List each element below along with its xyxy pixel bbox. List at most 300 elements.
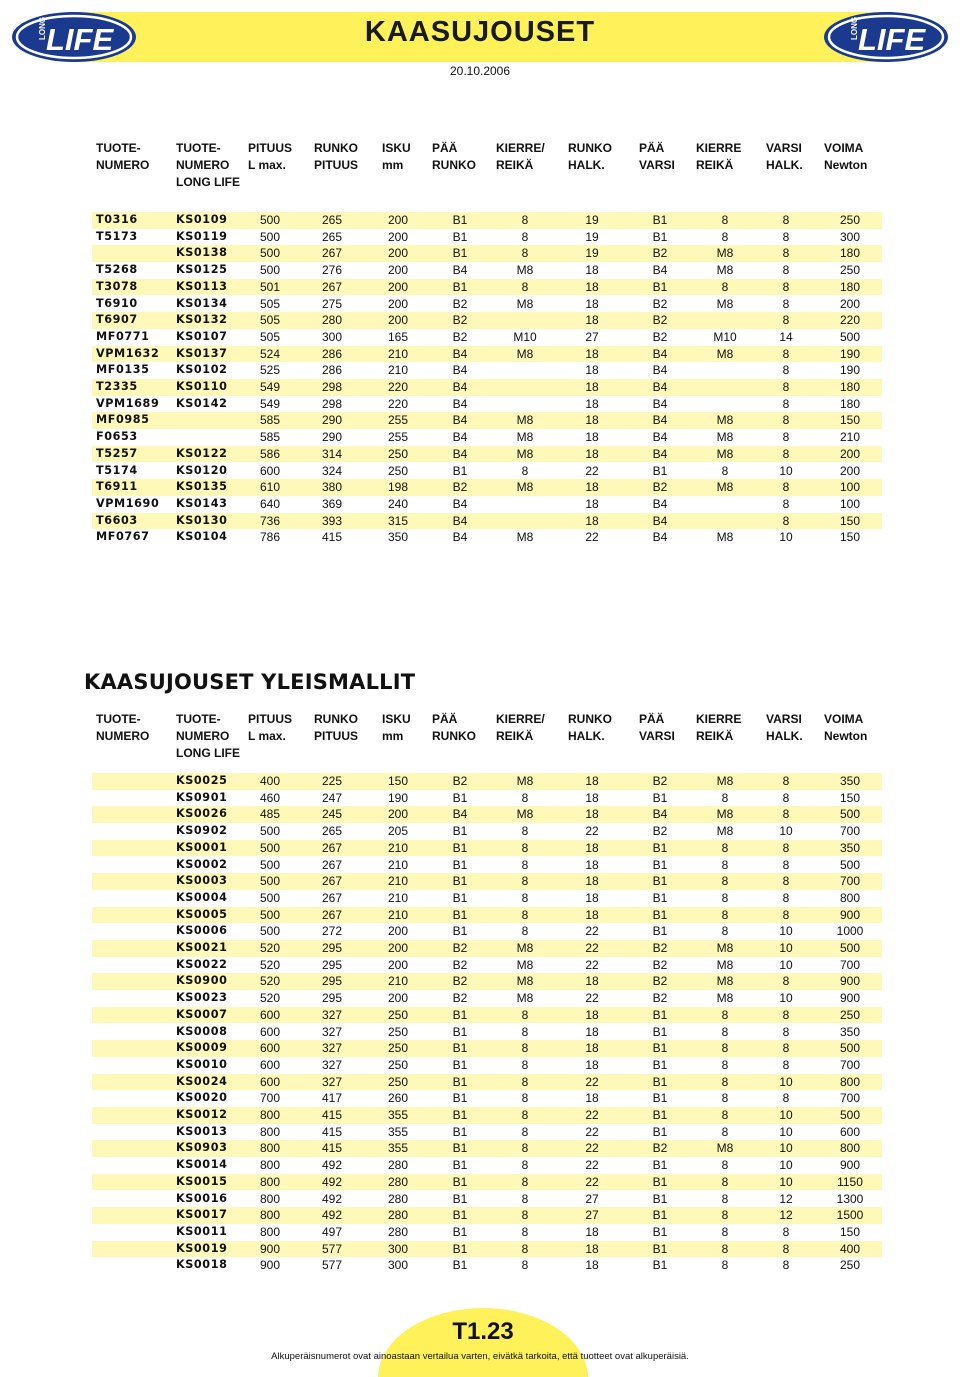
table-cell: 8 — [521, 857, 529, 872]
table-cell: 22 — [585, 530, 599, 545]
table-row — [92, 857, 882, 874]
table-row — [92, 429, 882, 446]
table-cell: 549 — [259, 396, 281, 411]
table-cell: 800 — [259, 1208, 281, 1223]
table-cell: 350 — [387, 530, 409, 545]
gas-spring-table — [92, 140, 882, 550]
table-cell: 8 — [521, 1241, 529, 1256]
table-row — [92, 1090, 882, 1107]
table-cell: 210 — [387, 890, 409, 905]
column-header-5-line1: ISKU — [382, 141, 411, 155]
table-row — [92, 1107, 882, 1124]
table-cell: B2 — [652, 957, 668, 972]
table-cell: B1 — [452, 907, 468, 922]
table-cell: 786 — [259, 530, 281, 545]
table-cell: B1 — [452, 246, 468, 261]
table-cell: M8 — [516, 941, 534, 955]
table-cell: B2 — [652, 313, 668, 328]
table-cell: M8 — [716, 941, 734, 955]
table-cell: 8 — [521, 463, 529, 478]
table-row — [92, 396, 882, 413]
long-life-number: KS0005 — [176, 907, 228, 921]
table-cell: 298 — [321, 396, 343, 411]
table-cell: 8 — [721, 1041, 729, 1056]
table-cell: 18 — [585, 396, 599, 411]
table-cell: 393 — [321, 513, 343, 528]
table-cell: 18 — [585, 1224, 599, 1239]
table-cell: B1 — [652, 229, 668, 244]
table-cell: B4 — [452, 530, 468, 545]
table-cell: 265 — [321, 229, 343, 244]
table-cell: M8 — [516, 413, 534, 428]
table-cell: B2 — [652, 246, 668, 261]
column-header-7-line1: KIERRE/ — [496, 712, 545, 726]
table-cell: 415 — [321, 1141, 343, 1156]
table-cell: 267 — [321, 907, 343, 922]
column-header-12-line2: Newton — [824, 158, 868, 172]
table-row — [92, 412, 882, 429]
table-cell: B4 — [452, 263, 468, 278]
table-cell: 265 — [321, 824, 343, 839]
column-header-2-line1: TUOTE- — [176, 141, 221, 155]
table-cell: B4 — [452, 496, 468, 511]
table-row — [92, 1057, 882, 1074]
column-header-2-line3: LONG LIFE — [176, 175, 240, 189]
table-row — [92, 262, 882, 279]
column-header-8-line1: RUNKO — [568, 712, 612, 726]
column-header-8-line1: RUNKO — [568, 141, 612, 155]
table-cell: 500 — [839, 857, 861, 872]
table-cell: 18 — [585, 907, 599, 922]
table-cell: B1 — [452, 229, 468, 244]
table-cell: 8 — [782, 1057, 790, 1072]
table-cell: 280 — [387, 1174, 409, 1189]
table-cell: 8 — [521, 790, 529, 805]
table-cell: 267 — [321, 890, 343, 905]
table-cell: 380 — [321, 480, 343, 495]
table-cell: 190 — [839, 346, 861, 361]
table-cell: 8 — [782, 907, 790, 922]
table-cell: 700 — [259, 1091, 281, 1106]
long-life-number: KS0014 — [176, 1158, 228, 1172]
table-cell: 501 — [259, 279, 281, 294]
table-cell: 150 — [839, 1224, 861, 1239]
table-cell: 180 — [839, 380, 861, 394]
table-cell: 250 — [839, 263, 861, 278]
table-cell: B4 — [452, 413, 468, 428]
table-cell: 8 — [521, 890, 529, 905]
column-header-4-line2: PITUUS — [314, 158, 359, 172]
table-cell: 210 — [839, 430, 861, 445]
table-cell: 327 — [321, 1057, 343, 1072]
table-cell: B1 — [652, 874, 668, 889]
table-cell: 22 — [585, 1141, 599, 1156]
column-header-7-line1: KIERRE/ — [496, 141, 545, 155]
table-cell: 900 — [839, 1158, 861, 1173]
table-cell: 205 — [387, 824, 409, 839]
table-cell: 18 — [585, 380, 599, 394]
table-cell: B1 — [652, 1057, 668, 1072]
table-cell: 8 — [721, 1191, 729, 1206]
table-cell: B1 — [652, 790, 668, 805]
table-cell: 295 — [321, 941, 343, 955]
table-cell: M8 — [716, 296, 734, 311]
table-cell: 8 — [721, 1108, 729, 1122]
table-cell: B4 — [452, 430, 468, 445]
product-number: MF0985 — [96, 413, 150, 427]
table-cell: 18 — [585, 1007, 599, 1022]
table-cell: B1 — [652, 1108, 668, 1122]
table-cell: 8 — [782, 974, 790, 989]
table-cell: 327 — [321, 1074, 343, 1089]
long-life-number: KS0023 — [176, 991, 228, 1005]
table-cell: M8 — [516, 296, 534, 311]
table-cell: M8 — [716, 413, 734, 428]
table-cell: 267 — [321, 857, 343, 872]
table-cell: 600 — [259, 1057, 281, 1072]
table-cell: 8 — [521, 824, 529, 839]
table-cell: 290 — [321, 430, 343, 445]
table-cell: 260 — [387, 1091, 409, 1106]
column-header-11-line2: HALK. — [766, 729, 803, 743]
column-header-2-line3: LONG LIFE — [176, 746, 240, 760]
table-cell: 267 — [321, 874, 343, 889]
table-cell: B1 — [452, 857, 468, 872]
long-life-number: KS0130 — [176, 513, 228, 527]
table-cell: B1 — [452, 463, 468, 478]
long-life-number: KS0019 — [176, 1241, 228, 1255]
table-cell: M8 — [516, 957, 534, 972]
table-cell: 415 — [321, 1124, 343, 1139]
table-cell: 400 — [839, 1241, 861, 1256]
table-cell: 500 — [259, 890, 281, 905]
table-cell: 22 — [585, 463, 599, 478]
table-cell: M8 — [516, 263, 534, 278]
table-cell: 8 — [521, 1007, 529, 1022]
product-number: T3078 — [96, 279, 138, 293]
table-cell: 10 — [779, 1074, 793, 1089]
long-life-number: KS0021 — [176, 941, 228, 954]
table-cell: 225 — [321, 774, 343, 788]
table-cell: 8 — [721, 1057, 729, 1072]
table-cell: 245 — [321, 807, 343, 822]
table-row — [92, 1191, 882, 1208]
table-cell: B4 — [652, 363, 668, 378]
table-cell: 8 — [782, 807, 790, 822]
table-cell: 18 — [585, 1091, 599, 1106]
long-life-number: KS0134 — [176, 296, 228, 310]
table-cell: 200 — [839, 446, 861, 461]
table-cell: 18 — [585, 1024, 599, 1039]
table-cell: 577 — [321, 1258, 343, 1273]
table-row — [92, 229, 882, 246]
logo-small-text: LONG — [38, 16, 47, 40]
table-cell: 585 — [259, 430, 281, 445]
table-cell: 22 — [585, 991, 599, 1006]
table-cell: 8 — [521, 1124, 529, 1139]
table-cell: B4 — [652, 413, 668, 428]
table-cell: 280 — [387, 1224, 409, 1239]
table-row — [92, 873, 882, 890]
table-cell: 22 — [585, 924, 599, 939]
table-cell: 8 — [721, 1074, 729, 1089]
column-header-12-line1: VOIMA — [824, 141, 864, 155]
table-cell: M8 — [716, 1141, 734, 1156]
long-life-number: KS0120 — [176, 463, 228, 477]
table-cell: 700 — [839, 874, 861, 889]
table-row — [92, 279, 882, 296]
table-cell: 500 — [839, 807, 861, 822]
table-cell: B2 — [652, 974, 668, 989]
table-cell: 295 — [321, 974, 343, 989]
table-cell: 8 — [721, 857, 729, 872]
table-row — [92, 990, 882, 1007]
table-cell: 327 — [321, 1024, 343, 1039]
table-cell: 8 — [782, 1241, 790, 1256]
column-header-10-line2: REIKÄ — [696, 158, 734, 172]
table-row — [92, 212, 882, 229]
table-cell: 10 — [779, 1108, 793, 1122]
column-header-5-line2: mm — [382, 158, 404, 172]
table-cell: 272 — [321, 924, 343, 939]
table-cell: 210 — [387, 874, 409, 889]
table-cell: 300 — [321, 329, 343, 344]
table-cell: 8 — [721, 213, 729, 227]
table-row — [92, 1007, 882, 1024]
column-header-10-line2: REIKÄ — [696, 729, 734, 743]
table-cell: 210 — [387, 840, 409, 855]
table-cell: 350 — [839, 1024, 861, 1039]
long-life-number: KS0008 — [176, 1024, 228, 1038]
table-cell: 500 — [259, 246, 281, 261]
table-cell: 210 — [387, 363, 409, 378]
table-cell: M8 — [516, 974, 534, 989]
table-cell: 275 — [321, 296, 343, 311]
table-cell: B1 — [452, 1158, 468, 1173]
table-cell: 610 — [259, 480, 281, 495]
table-row — [92, 1157, 882, 1174]
table-cell: 8 — [782, 1041, 790, 1056]
table-cell: 314 — [321, 446, 343, 461]
table-cell: B1 — [652, 279, 668, 294]
table-cell: 300 — [839, 229, 861, 244]
table-cell: B4 — [652, 446, 668, 461]
table-cell: B1 — [652, 1158, 668, 1173]
table-cell: 700 — [839, 1057, 861, 1072]
table-cell: 500 — [259, 874, 281, 889]
column-header-8-line2: HALK. — [568, 729, 605, 743]
logo-text: LIFE — [46, 22, 114, 57]
table-row — [92, 890, 882, 907]
table-cell: 485 — [259, 807, 281, 822]
table-cell: 8 — [521, 1024, 529, 1039]
table-cell: B2 — [652, 824, 668, 839]
table-row — [92, 1241, 882, 1258]
table-cell: M8 — [516, 480, 534, 495]
table-cell: 255 — [387, 413, 409, 428]
table-cell: B4 — [652, 807, 668, 822]
table-row — [92, 940, 882, 957]
table-cell: 8 — [721, 1007, 729, 1022]
long-life-number: KS0011 — [176, 1224, 228, 1238]
table-cell: 8 — [521, 1174, 529, 1189]
table-cell: 22 — [585, 941, 599, 955]
table-cell: 8 — [782, 413, 790, 428]
table-cell: B1 — [652, 1124, 668, 1139]
table-cell: 492 — [321, 1191, 343, 1206]
column-header-11-line2: HALK. — [766, 158, 803, 172]
table-cell: B2 — [652, 774, 668, 788]
table-cell: 8 — [521, 840, 529, 855]
product-number: T6603 — [96, 513, 138, 527]
table-cell: B1 — [452, 1108, 468, 1122]
table-cell: 500 — [259, 263, 281, 278]
table-row — [92, 790, 882, 807]
table-cell: 415 — [321, 1108, 343, 1122]
table-cell: 150 — [839, 413, 861, 428]
table-cell: 8 — [521, 1224, 529, 1239]
column-header-10-line1: KIERRE — [696, 141, 742, 155]
table-cell: 300 — [387, 1258, 409, 1273]
column-header-9-line2: VARSI — [639, 729, 675, 743]
table-cell: 8 — [721, 890, 729, 905]
product-number: VPM1632 — [96, 346, 160, 360]
table-cell: M8 — [716, 430, 734, 445]
column-header-2-line1: TUOTE- — [176, 712, 221, 726]
table-cell: 250 — [387, 463, 409, 478]
table-row — [92, 1224, 882, 1241]
table-cell: 27 — [585, 1208, 599, 1223]
table-cell: 8 — [521, 1191, 529, 1206]
table-cell: 8 — [782, 1224, 790, 1239]
table-cell: B4 — [452, 380, 468, 394]
table-cell: 350 — [839, 774, 861, 788]
table-cell: 8 — [721, 1174, 729, 1189]
table-cell: 8 — [782, 774, 790, 788]
table-cell: 8 — [521, 1258, 529, 1273]
table-cell: 900 — [839, 991, 861, 1006]
table-cell: 327 — [321, 1041, 343, 1056]
table-cell: 8 — [521, 874, 529, 889]
table-cell: B2 — [652, 480, 668, 495]
table-cell: 8 — [721, 907, 729, 922]
table-cell: 1300 — [836, 1191, 864, 1206]
table-cell: 22 — [585, 824, 599, 839]
table-cell: B1 — [452, 1224, 468, 1239]
table-cell: B4 — [452, 396, 468, 411]
table-cell: 18 — [585, 774, 599, 788]
long-life-number: KS0003 — [176, 874, 228, 888]
table-cell: 800 — [259, 1174, 281, 1189]
table-cell: 200 — [387, 957, 409, 972]
long-life-number: KS0006 — [176, 924, 228, 938]
table-cell: B4 — [452, 363, 468, 378]
long-life-number: KS0903 — [176, 1141, 228, 1155]
table-cell: 500 — [839, 941, 861, 955]
table-cell: 100 — [839, 480, 861, 495]
table-row — [92, 957, 882, 974]
table-cell: 8 — [721, 924, 729, 939]
table-cell: B1 — [652, 924, 668, 939]
table-cell: M8 — [716, 446, 734, 461]
table-cell: 600 — [259, 1041, 281, 1056]
column-header-2-line2: NUMERO — [176, 158, 230, 172]
table-cell: M8 — [516, 807, 534, 822]
table-cell: B1 — [652, 1258, 668, 1273]
table-cell: 415 — [321, 530, 343, 545]
table-cell: 10 — [779, 1141, 793, 1156]
long-life-number: KS0122 — [176, 446, 228, 460]
table-cell: 736 — [259, 513, 281, 528]
table-cell: B1 — [452, 279, 468, 294]
table-cell: 500 — [259, 824, 281, 839]
table-cell: 8 — [782, 480, 790, 495]
table-cell: 800 — [259, 1191, 281, 1206]
table-cell: 250 — [839, 1258, 861, 1273]
table-cell: 18 — [585, 1258, 599, 1273]
long-life-number: KS0004 — [176, 890, 228, 904]
long-life-number: KS0142 — [176, 396, 228, 410]
table-cell: 900 — [259, 1258, 281, 1273]
table-cell: B2 — [452, 480, 468, 495]
table-cell: B1 — [452, 213, 468, 227]
table-cell: M8 — [516, 346, 534, 361]
table-cell: 586 — [259, 446, 281, 461]
table-cell: B1 — [652, 857, 668, 872]
table-cell: 8 — [721, 1258, 729, 1273]
table-cell: B1 — [452, 1124, 468, 1139]
table-cell: B4 — [652, 513, 668, 528]
product-number: MF0767 — [96, 530, 150, 544]
table-cell: B4 — [652, 263, 668, 278]
table-cell: 200 — [387, 263, 409, 278]
table-cell: M8 — [716, 957, 734, 972]
long-life-number: KS0009 — [176, 1041, 228, 1055]
product-number: T5268 — [96, 263, 138, 277]
table-cell: B1 — [452, 1024, 468, 1039]
table-cell: 267 — [321, 246, 343, 261]
table-cell: B4 — [652, 530, 668, 545]
product-number: VPM1690 — [96, 496, 160, 510]
table-cell: 280 — [321, 313, 343, 328]
table-cell: B2 — [652, 941, 668, 955]
table-cell: 8 — [782, 363, 790, 378]
table-cell: 505 — [259, 329, 281, 344]
table-cell: 8 — [521, 1041, 529, 1056]
table-cell: M8 — [716, 480, 734, 495]
table-cell: 8 — [782, 840, 790, 855]
table-cell: M8 — [716, 263, 734, 278]
table-cell: B1 — [652, 213, 668, 227]
table-cell: 18 — [585, 496, 599, 511]
table-cell: 417 — [321, 1091, 343, 1106]
table-cell: 8 — [782, 313, 790, 328]
table-cell: B1 — [452, 1091, 468, 1106]
table-cell: 210 — [387, 974, 409, 989]
long-life-number: KS0002 — [176, 857, 228, 871]
table-cell: 520 — [259, 941, 281, 955]
table-cell: B2 — [652, 296, 668, 311]
long-life-number: KS0017 — [176, 1208, 228, 1222]
table-cell: B4 — [452, 807, 468, 822]
table-cell: 8 — [721, 790, 729, 805]
table-row — [92, 1207, 882, 1224]
long-life-number: KS0024 — [176, 1074, 228, 1088]
table-cell: 255 — [387, 430, 409, 445]
table-cell: 190 — [839, 363, 861, 378]
table-cell: 286 — [321, 346, 343, 361]
table-cell: 250 — [387, 1057, 409, 1072]
